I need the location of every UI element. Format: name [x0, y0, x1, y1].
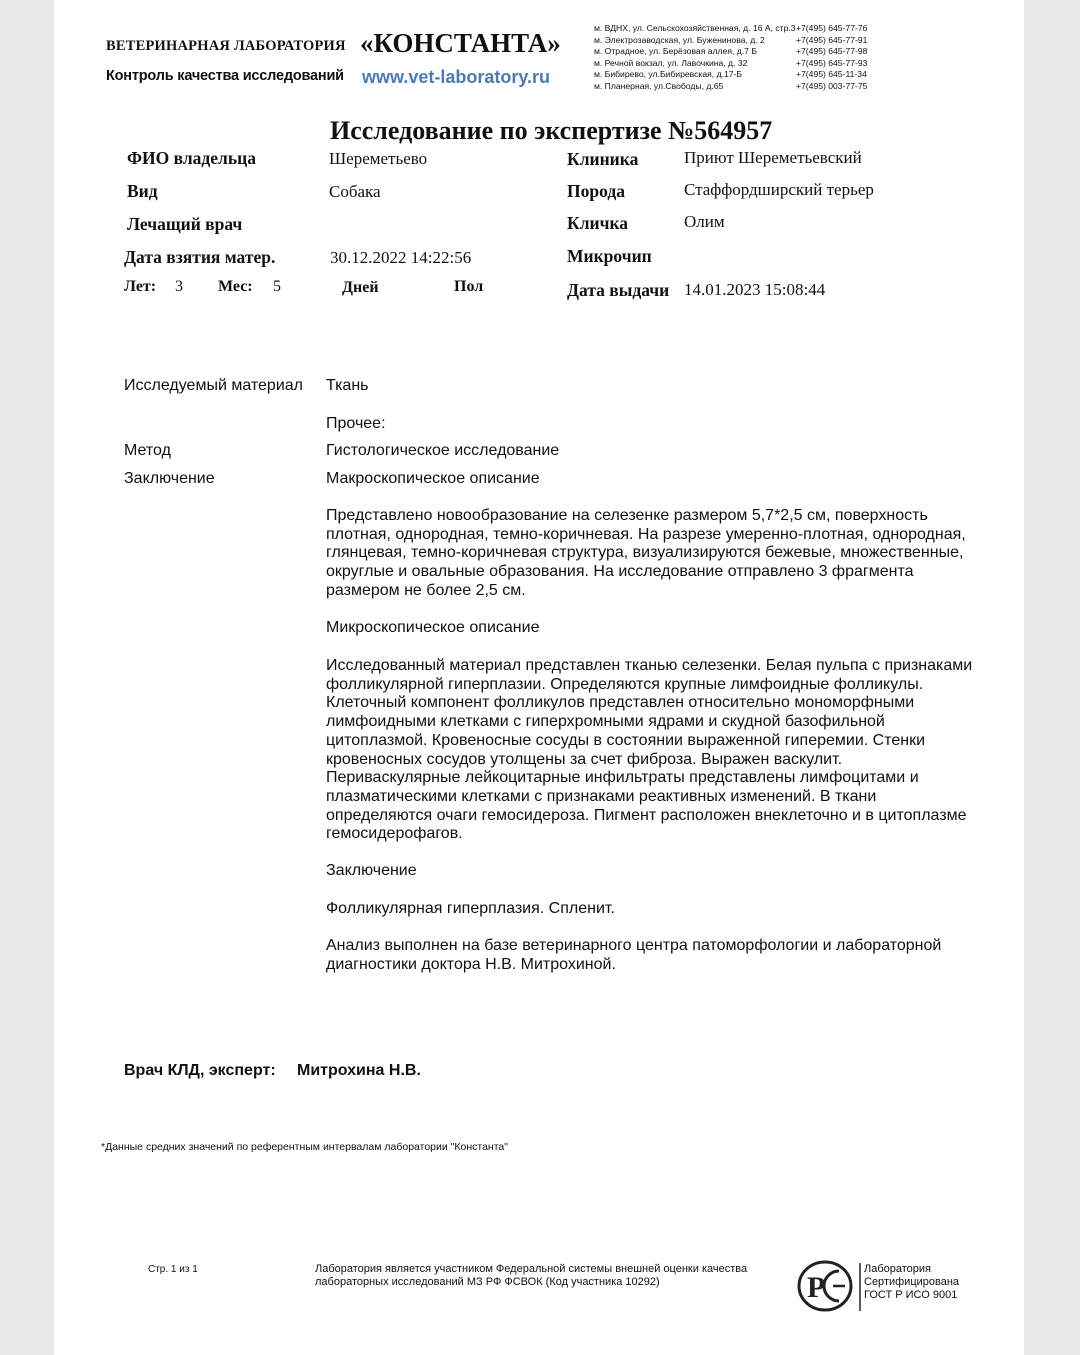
conclusion-heading: Заключение [326, 862, 417, 879]
issue-date-label: Дата выдачи [567, 280, 670, 300]
participation-line: лабораторных исследований МЗ РФ ФСВОК (Код участника 10292) [315, 1276, 660, 1288]
pet-name-label: Кличка [567, 213, 629, 233]
participation-line: Лаборатория является участником Федеральной системы внешней оценки качества [315, 1263, 748, 1275]
breed-value: Стаффордширский терьер [684, 180, 874, 199]
reference-note: *Данные средних значений по референтным интервалам лаборатории "Константа" [101, 1141, 508, 1153]
micro-heading: Микроскопическое описание [326, 619, 540, 636]
lab-brand: «КОНСТАНТА» [360, 28, 561, 58]
sample-date-label: Дата взятия матер. [124, 247, 276, 267]
species-value: Собака [329, 182, 381, 201]
issue-date-value: 14.01.2023 15:08:44 [684, 280, 826, 299]
sex-label: Пол [454, 278, 484, 295]
gost-certification-logo-icon [797, 1259, 863, 1318]
macro-description: Представлено новообразование на селезенке размером 5,7*2,5 см, поверхность плотная, однородная, темно-коричневая. На разрезе умеренно-плотная, однородная, глянцевая, темно-коричневая структура, визуализируются бежевые, множественные, округлые и овальные образования. На исследование отправлено 3 фрагмента размером не более 2,5 см. [326, 507, 966, 599]
participation-note [315, 1263, 747, 1289]
months-label: Мес: [218, 278, 253, 295]
material-label: Исследуемый материал [124, 377, 303, 394]
signature-role: Врач КЛД, эксперт: [124, 1062, 276, 1079]
pet-name-value: Олим [684, 212, 725, 231]
page-number: Стр. 1 из 1 [148, 1264, 198, 1275]
conclusion-text: Фолликулярная гиперплазия. Спленит. [326, 900, 615, 917]
clinic-value: Приют Шереметьевский [684, 148, 862, 167]
conclusion-label: Заключение [124, 470, 215, 487]
report-page: ВЕТЕРИНАРНАЯ ЛАБОРАТОРИЯ «КОНСТАНТА» Контроль качества исследований www.vet-laboratory.ru м. ВДНХ, ул. Сельскохозяйственная, д. 16 А, стр.3 +7(495) 645-77-76 м. Электрозаводская, ул. Буженинова, д. 2 +7(495) 645-77-91 м. Отрадное, ул. Берёзовая аллея, д.7 Б +7(495) 645-77-98 м. Речной вокзал, ул. Лавочкина, д. 32 +7(495) 645-77-93 м. Бибирево, ул.Бибиревская, д.17-Б +7(495) 645-11-34 м. Планерная, ул.Свободы, д.65 +7(495) 003-77-75 Исследование по экспертизе №564957 ФИО владельца Шереметьево Клиника Приют Шереметьевский Вид Собака Порода Стаффордширский терьер Лечащий врач Кличка Олим Дата взятия матер. 30.12.2022 14:22:56 Микрочип Лет: 3 Мес: 5 Дней Пол Дата выдачи 14.01.2023 15:08:44 Исследуемый материал Ткань Прочее: Метод Гистологическое исследование Заключение Макроскопическое описание Представлено новообразование на селезенке размером 5,7*2,5 см, поверхность плотная, однородная, темно-коричневая. На разрезе умеренно-плотная, однородная, глянцевая, темно-коричневая структура, визуализируются бежевые, множественные, округлые и овальные образования. На исследование отправлено 3 фрагмента размером не более 2,5 см. Микроскопическое описание Исследованный материал представлен тканью селезенки. Белая пульпа с признаками фолликулярной гиперплазии. Определяются крупные лимфоидные фолликулы. Клеточный компонент фолликулов представлен относительно мономорфными лимфоидными клетками с гиперхромными ядрами и скудной базофильной цитоплазмой. Кровеносные сосуды в состоянии выраженной гиперемии. Стенки кровеносных сосудов утолщены за счет фиброза. Выражен васкулит. Периваскулярные лейкоцитарные инфильтраты представлены лимфоцитами и плазматическими клетками с признаками реактивных изменений. В ткани определяются очаги гемосидероза. Пигмент расположен внеклеточно и в цитоплазме гемосидерофагов. Заключение Фолликулярная гиперплазия. Спленит. Анализ выполнен на базе ветеринарного центра патоморфологии и лабораторной диагностики доктора Н.В. Митрохиной. Врач КЛД, эксперт: Митрохина Н.В. *Данные средних значений по референтным интервалам лаборатории "Константа" Стр. 1 из 1 Лаборатория является участником Федеральной системы внешней оценки качества лабораторных исследований МЗ РФ ФСВОК (Код участника 10292) Р Лаборатория Сертифицирована ГОСТ Р ИСО 9001 [54, 0, 1024, 1355]
clinic-label: Клиника [567, 149, 639, 169]
lab-website-link[interactable]: www.vet-laboratory.ru [362, 67, 551, 87]
cert-line: Сертифицирована [864, 1276, 960, 1288]
owner-value: Шереметьево [329, 149, 428, 168]
method-label: Метод [124, 442, 171, 459]
years-label: Лет: [124, 278, 157, 295]
signature-name: Митрохина Н.В. [297, 1062, 421, 1079]
macro-heading: Макроскопическое описание [326, 470, 540, 487]
owner-label: ФИО владельца [127, 148, 256, 168]
cert-line: Лаборатория [864, 1263, 931, 1275]
method-value: Гистологическое исследование [326, 442, 560, 459]
sample-date-value: 30.12.2022 14:22:56 [330, 248, 472, 267]
microchip-label: Микрочип [567, 246, 652, 266]
svg-text:Р: Р [807, 1271, 826, 1304]
lab-name: ВЕТЕРИНАРНАЯ ЛАБОРАТОРИЯ [106, 38, 346, 54]
lab-note: Анализ выполнен на базе ветеринарного центра патоморфологии и лабораторной диагностики доктора Н.В. Митрохиной. [326, 937, 942, 973]
other-label: Прочее: [326, 415, 386, 432]
species-label: Вид [127, 181, 158, 201]
material-value: Ткань [326, 377, 369, 394]
doctor-label: Лечащий врач [127, 214, 243, 234]
breed-label: Порода [567, 181, 625, 201]
days-label: Дней [342, 279, 379, 296]
lab-subtitle: Контроль качества исследований [106, 68, 344, 84]
micro-description: Исследованный материал представлен тканью селезенки. Белая пульпа с признаками фолликулярной гиперплазии. Определяются крупные лимфоидные фолликулы. Клеточный компонент фолликулов представлен относительно мономорфными лимфоидными клетками с гиперхромными ядрами и скудной базофильной цитоплазмой. Кровеносные сосуды в состоянии выраженной гиперемии. Стенки кровеносных сосудов утолщены за счет фиброза. Выражен васкулит. Периваскулярные лейкоцитарные инфильтраты представлены лимфоцитами и плазматическими клетками с признаками реактивных изменений. В ткани определяются очаги гемосидероза. Пигмент расположен внеклеточно и в цитоплазме гемосидерофагов. [326, 657, 973, 843]
years-value: 3 [175, 278, 183, 295]
document-title: Исследование по экспертизе №564957 [330, 116, 773, 145]
cert-line: ГОСТ Р ИСО 9001 [864, 1289, 958, 1301]
certification-text [864, 1263, 959, 1302]
months-value: 5 [273, 278, 281, 295]
